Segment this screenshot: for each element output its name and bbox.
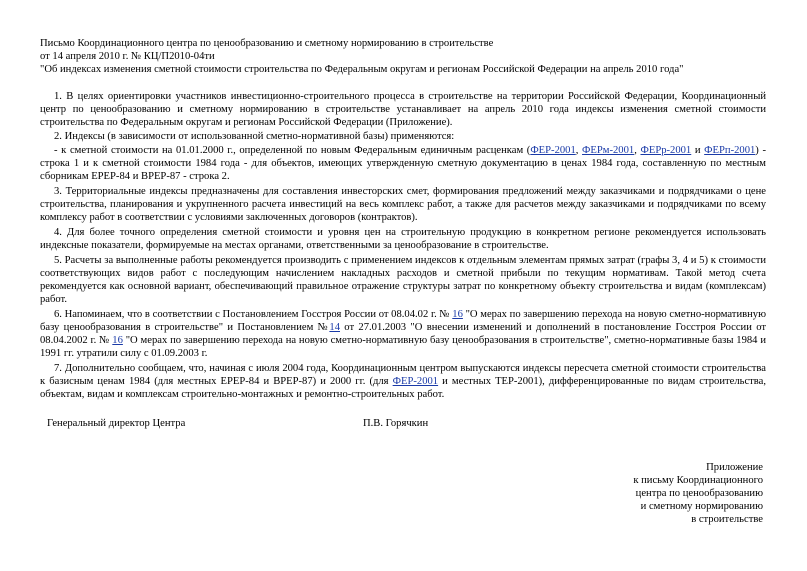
paragraph-6	[40, 308, 766, 360]
separator: ,	[634, 145, 641, 156]
link-resolution-16[interactable]: 16	[452, 309, 463, 320]
paragraph-text: и местных ТЕР-2001), дифференцированные по видам строительства, объектам, видам и комплексам строительно-монтажных и ремонтно-строительных работ.	[40, 376, 767, 400]
appendix-line: и сметному нормированию	[640, 501, 763, 512]
document-header	[40, 37, 780, 76]
signatory-title: Генеральный директор Центра	[47, 418, 186, 429]
link-ferm-2001[interactable]: ФЕРм-2001	[582, 145, 635, 156]
appendix-line: Приложение	[706, 462, 763, 473]
appendix-line: центра по ценообразованию	[635, 488, 763, 499]
paragraph-2: 2. Индексы (в зависимости от использованной сметно-нормативной базы) применяются:	[54, 131, 455, 142]
appendix-line: к письму Координационного	[633, 475, 763, 486]
paragraph-1: 1. В целях ориентировки участников инвестиционно-строительного процесса в строительстве на территории Российской Федерации, Координационный центр по ценообразованию и сметному нормированию в строительстве устанавливает на апрель 2010 года индексы изменения сметной стоимости строительства по Федеральным округам и регионам Российской Федерации (Приложение).	[40, 91, 766, 128]
link-resolution-14[interactable]: 14	[329, 322, 340, 333]
paragraph-text: ) - строка 1 и к сметной стоимости 1984 года - для объектов, имеющих утвержденную сметную документацию в ценах 1984 года, составленную по местным сборникам ЕРЕР-84 и ВРЕР-87 - строка 2.	[40, 145, 766, 182]
paragraph-text: - к сметной стоимости на 01.01.2000 г., определенной по новым Федеральным единичным расценкам (	[54, 145, 531, 156]
paragraph-3: 3. Территориальные индексы предназначены для составления инвесторских смет, формирования предложений между заказчиками и подрядчиками о цене строительства, планирования и укрупненного расчета инвестиций на весь комплекс работ, а также для расчетов между заказчиками и подрядчиками по всему комплексу работ в соответствии с условиями заключенных договоров (контрактов).	[40, 186, 766, 223]
link-ferr-2001[interactable]: ФЕРр-2001	[640, 145, 692, 156]
paragraph-2-detail	[40, 144, 766, 183]
header-title: Письмо Координационного центра по ценообразованию и сметному нормированию в строительстве	[40, 38, 494, 49]
paragraph-text: от 27.01.2003 "О внесении изменений и дополнений в постановление Госстроя России от 08.04.2002 г. №	[40, 322, 766, 346]
paragraph-7	[40, 362, 766, 401]
paragraph-text: 6. Напоминаем, что в соответствии с Постановлением Госстроя России от 08.04.02 г. №	[54, 309, 453, 320]
link-resolution-16-second[interactable]: 16	[112, 335, 123, 346]
paragraph-4: 4. Для более точного определения сметной стоимости и уровня цен на строительную продукцию в конкретном регионе рекомендуется использовать индексные показатели, формируемые на местах органами, ответственными за ценообразование в строительстве.	[40, 227, 766, 251]
separator: ,	[575, 145, 583, 156]
header-subject: "Об индексах изменения сметной стоимости строительства по Федеральным округам и регионам Российской Федерации на апрель 2010 года"	[40, 64, 684, 75]
paragraph-text: "О мерах по завершению перехода на новую сметно-нормативную базу ценообразования в строительстве" и Постановлением №	[40, 309, 766, 333]
paragraph-5: 5. Расчеты за выполненные работы рекомендуется производить с применением индексов к отдельным элементам прямых затрат (графы 3, 4 и 5) к стоимости соответствующих видов работ с последующим начислением накладных расходов и сметной прибыли по текущим нормативам. Такой метод счета рекомендуется как основной вариант, обеспечивающий правильное отражение структуры затрат по конкретному объекту строительства и видам (комплексам) работ.	[40, 255, 766, 305]
paragraph-text: 7. Дополнительно сообщаем, что, начиная с июля 2004 года, Координационным центром выпускаются индексы пересчета сметной стоимости строительства к базисным ценам 1984 (для местных ЕРЕР-84 и ВРЕР-87) и 2000 гг. (для	[40, 363, 766, 387]
signatory-name: П.В. Горячкин	[363, 418, 429, 429]
header-date-number: от 14 апреля 2010 г. № КЦ/П2010-04ти	[40, 51, 215, 62]
paragraph-text: "О мерах по завершению перехода на новую сметно-нормативную базу ценообразования в строительстве", сметно-нормативные базы 1984 и 1991 гг. утратили силу с 01.09.2003 г.	[40, 335, 766, 359]
appendix-line: в строительстве	[691, 514, 763, 525]
link-fer-2001-second[interactable]: ФЕР-2001	[392, 376, 439, 387]
separator: и	[691, 145, 705, 156]
appendix-note	[633, 461, 763, 526]
document-body	[40, 90, 766, 403]
link-fer-2001[interactable]: ФЕР-2001	[530, 145, 576, 156]
link-ferp-2001[interactable]: ФЕРп-2001	[704, 145, 756, 156]
